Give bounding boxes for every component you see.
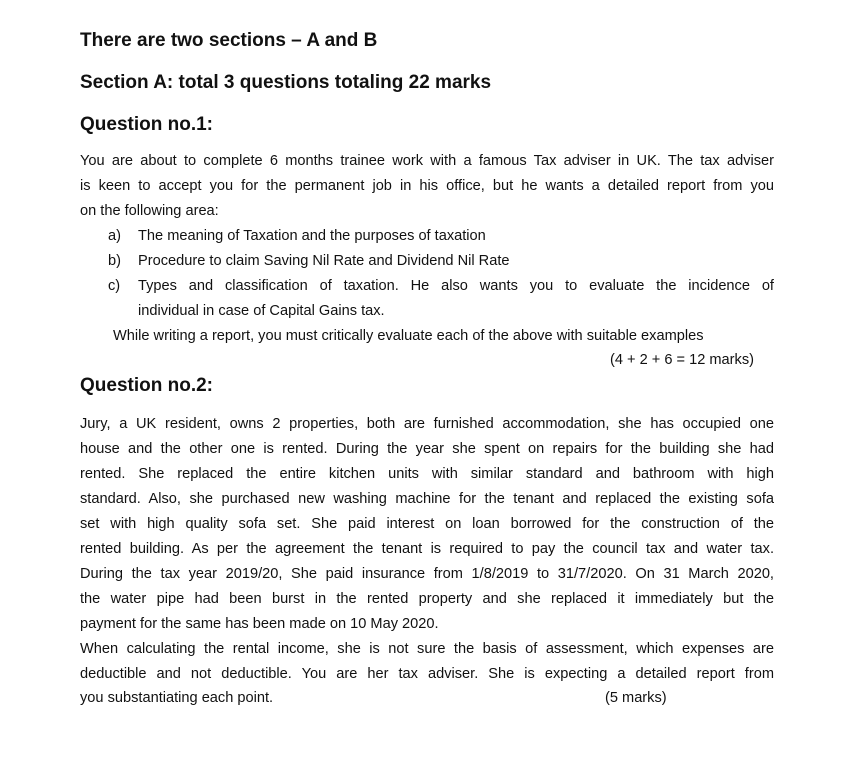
q1-item-letter: c) [108,278,121,294]
q1-item-text: Types and classification of taxation. He also wants you to evaluate the incidence of [138,278,774,294]
q1-item-letter: b) [108,253,121,269]
q2-line: During the tax year 2019/20, She paid insurance from 1/8/2019 to 31/7/2020. On 31 March 2020, [80,566,774,582]
section-a-heading: Section A: total 3 questions totaling 22 marks [80,72,492,93]
q2-line: Jury, a UK resident, owns 2 properties, both are furnished accommodation, she has occupied one [80,416,774,432]
q2-line: rented building. As per the agreement the tenant is required to pay the council tax and water tax. [80,541,774,557]
q2-line: house and the other one is rented. During the year she spent on repairs for the building she had [80,441,774,457]
q1-marks: (4 + 2 + 6 = 12 marks) [610,352,754,368]
q2-line: rented. She replaced the entire kitchen units with similar standard and bathroom with high [80,466,774,482]
q1-intro-line: You are about to complete 6 months trainee work with a famous Tax adviser in UK. The tax adviser [80,153,774,169]
q1-intro-line: is keen to accept you for the permanent job in his office, but he wants a detailed report from you [80,178,774,194]
q1-item-text: The meaning of Taxation and the purposes of taxation [138,228,486,244]
sections-heading: There are two sections – A and B [80,30,378,51]
q2-line: payment for the same has been made on 10 May 2020. [80,616,439,632]
q2-marks: (5 marks) [605,690,667,706]
q1-intro-line: on the following area: [80,203,219,219]
q2-line: you substantiating each point. [80,690,274,706]
q1-closing-text: While writing a report, you must critically evaluate each of the above with suitable examples [113,328,704,344]
q1-item-text: individual in case of Capital Gains tax. [138,303,385,319]
q1-item-text: Procedure to claim Saving Nil Rate and Dividend Nil Rate [138,253,510,269]
q2-line: standard. Also, she purchased new washing machine for the tenant and replaced the existing sofa [80,491,774,507]
question-2-title: Question no.2: [80,375,213,396]
q2-line: set with high quality sofa set. She paid interest on loan borrowed for the construction of the [80,516,774,532]
q1-item-letter: a) [108,228,121,244]
q2-line: deductible and not deductible. You are her tax adviser. She is expecting a detailed report from [80,666,774,682]
question-1-title: Question no.1: [80,114,213,135]
q2-line: When calculating the rental income, she is not sure the basis of assessment, which expenses are [80,641,774,657]
q2-line: the water pipe had been burst in the rented property and she replaced it immediately but the [80,591,774,607]
